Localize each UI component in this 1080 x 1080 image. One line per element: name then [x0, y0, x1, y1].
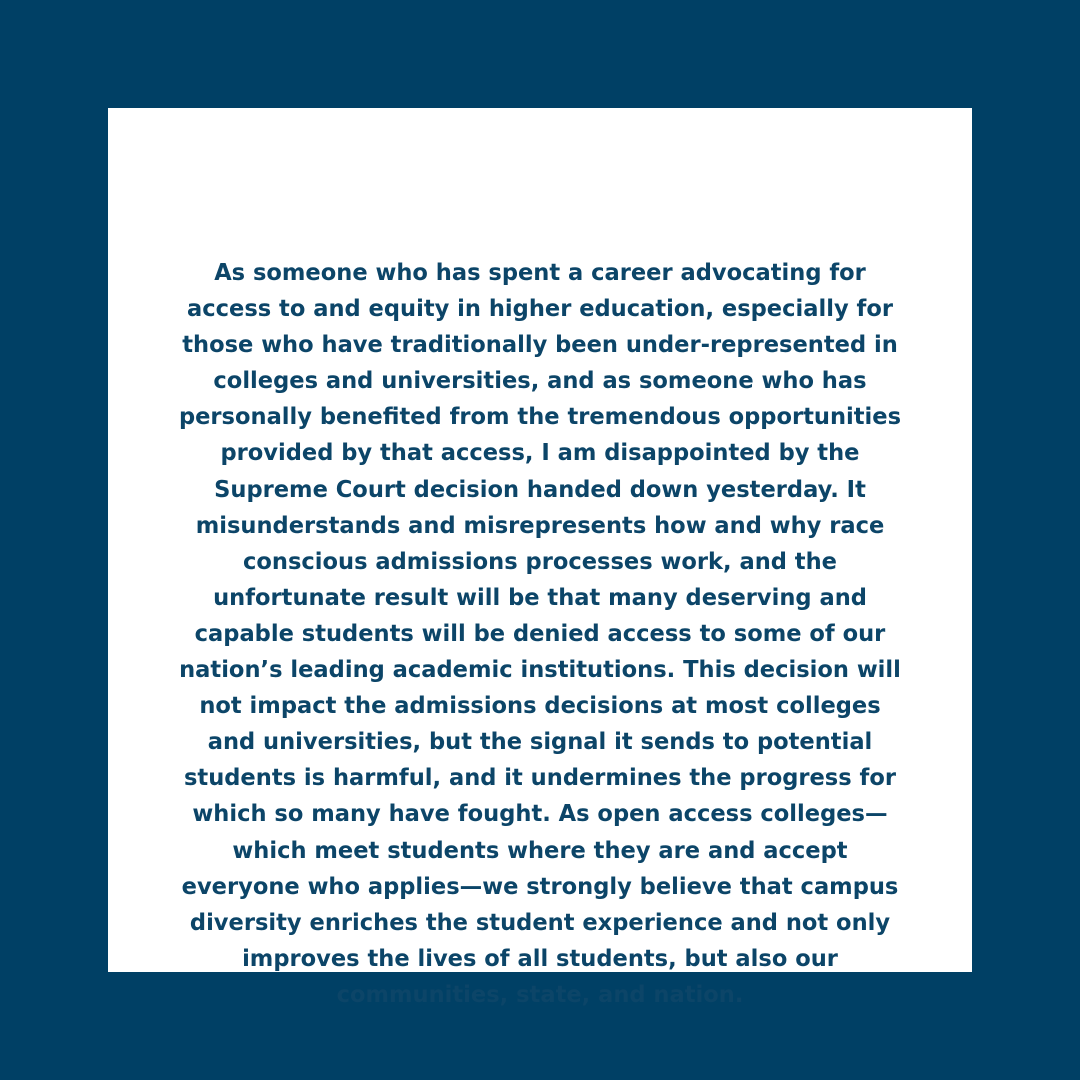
statement-line: which so many have fought. As open access colleges— — [192, 799, 888, 828]
statement-line: personally benefited from the tremendous opportunities — [178, 402, 902, 431]
statement-line: improves the lives of all students, but also our — [242, 943, 838, 972]
statement-line: which meet students where they are and accept — [232, 835, 848, 864]
statement-line: diversity enriches the student experience and not only — [189, 907, 891, 936]
statement-line: As someone who has spent a career advocating for — [214, 258, 866, 286]
quote-card — [108, 108, 972, 1008]
statement-line: colleges and universities, and as someone who has — [213, 366, 867, 395]
statement-line: conscious admissions processes work, and the — [243, 546, 837, 575]
statement-line: misunderstands and misrepresents how and why race — [195, 510, 885, 539]
statement-line: unfortunate result will be that many deserving and — [213, 582, 867, 611]
statement-text — [108, 254, 972, 1012]
statement-line: provided by that access, I am disappointed by the — [220, 438, 860, 467]
statement-line: access to and equity in higher education, especially for — [187, 294, 893, 323]
statement-line: students is harmful, and it undermines the progress for — [183, 763, 897, 792]
statement-line: not impact the admissions decisions at most colleges — [199, 691, 881, 720]
statement-line: capable students will be denied access to some of our — [194, 618, 886, 647]
statement-line: and universities, but the signal it sends to potential — [207, 727, 873, 756]
statement-line: those who have traditionally been under-represented in — [182, 330, 898, 359]
statement-line: nation’s leading academic institutions. This decision will — [179, 655, 901, 684]
statement-line: Supreme Court decision handed down yesterday. It — [214, 474, 866, 503]
statement-line: everyone who applies—we strongly believe that campus — [181, 871, 899, 900]
statement-line: communities, state, and nation. — [336, 979, 744, 1008]
